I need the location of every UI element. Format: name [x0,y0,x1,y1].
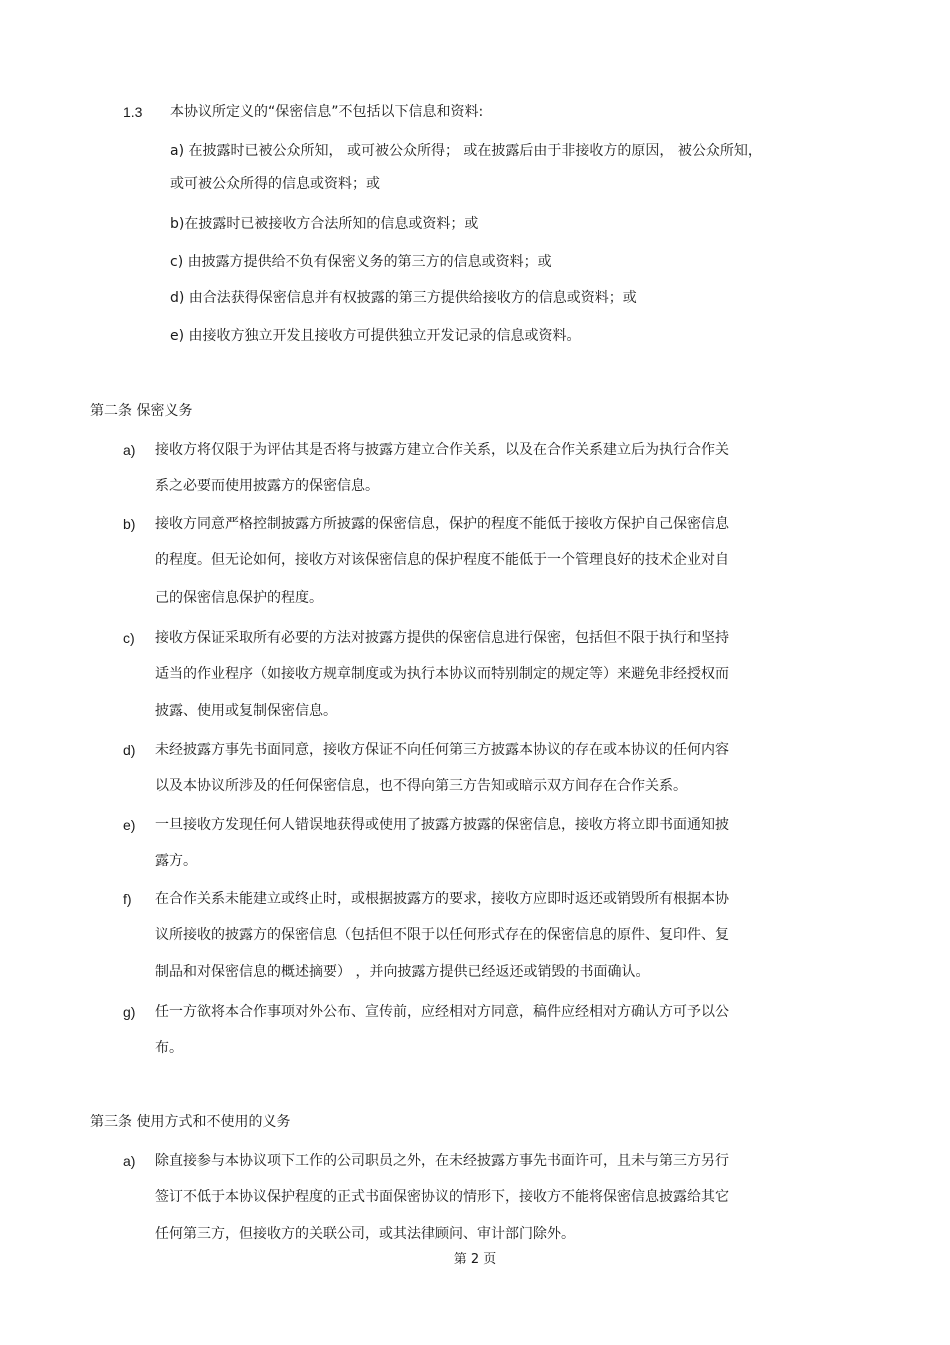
item-label: a) [123,1153,136,1169]
list-item-line: c) 由披露方提供给不负有保密义务的第三方的信息或资料；或 [170,254,552,270]
article-heading: 第二条 保密义务 [90,403,193,419]
item-line: 接收方将仅限于为评估其是否将与披露方建立合作关系，以及在合作关系建立后为执行合作关 [155,442,729,458]
item-label: f) [123,891,132,907]
item-line: 适当的作业程序（如接收方规章制度或为执行本协议而特别制定的规定等）来避免非经授权而 [155,666,729,682]
item-line: 布。 [155,1040,183,1056]
list-item-line: d) 由合法获得保密信息并有权披露的第三方提供给接收方的信息或资料；或 [170,290,637,306]
item-line: 披露、使用或复制保密信息。 [155,703,337,719]
item-line: 的程度。但无论如何，接收方对该保密信息的保护程度不能低于一个管理良好的技术企业对自 [155,552,729,568]
item-line: 接收方保证采取所有必要的方法对披露方提供的保密信息进行保密，包括但不限于执行和坚持 [155,630,729,646]
item-line: 除直接参与本协议项下工作的公司职员之外，在未经披露方事先书面许可，且未与第三方另行 [155,1153,729,1169]
item-label: b) [123,516,136,532]
item-line: 未经披露方事先书面同意，接收方保证不向任何第三方披露本协议的存在或本协议的任何内容 [155,742,729,758]
item-line: 以及本协议所涉及的任何保密信息，也不得向第三方告知或暗示双方间存在合作关系。 [155,778,687,794]
item-line: 己的保密信息保护的程度。 [155,590,323,606]
item-line: 任何第三方，但接收方的关联公司，或其法律顾问、审计部门除外。 [155,1226,575,1242]
item-label: g) [123,1004,136,1020]
item-line: 在合作关系未能建立或终止时，或根据披露方的要求，接收方应即时返还或销毁所有根据本协 [155,891,729,907]
item-label: e) [123,817,136,833]
item-line: 议所接收的披露方的保密信息（包括但不限于以任何形式存在的保密信息的原件、复印件、复 [155,927,729,943]
item-label: c) [123,630,135,646]
list-item-line: 或可被公众所得的信息或资料；或 [170,176,380,192]
item-line: 系之必要而使用披露方的保密信息。 [155,478,379,494]
clause-number: 1.3 [123,104,143,120]
item-line: 接收方同意严格控制披露方所披露的保密信息，保护的程度不能低于接收方保护自己保密信息 [155,516,729,532]
item-line: 一旦接收方发现任何人错误地获得或使用了披露方披露的保密信息，接收方将立即书面通知披 [155,817,729,833]
item-line: 制品和对保密信息的概述摘要） ，并向披露方提供已经返还或销毁的书面确认。 [155,964,650,980]
item-line: 签订不低于本协议保护程度的正式书面保密协议的情形下，接收方不能将保密信息披露给其它 [155,1189,729,1205]
list-item-line: a) 在披露时已被公众所知， 或可被公众所得； 或在披露后由于非接收方的原因， 被公众所知， [170,143,762,159]
item-line: 露方。 [155,853,197,869]
list-item-line: e) 由接收方独立开发且接收方可提供独立开发记录的信息或资料。 [170,328,581,344]
page-number: 第 2 页 [453,1252,497,1267]
article-heading: 第三条 使用方式和不使用的义务 [90,1114,291,1130]
list-item-line: b)在披露时已被接收方合法所知的信息或资料；或 [170,216,479,232]
clause-title: 本协议所定义的“保密信息”不包括以下信息和资料: [170,104,484,120]
item-label: a) [123,442,136,458]
item-label: d) [123,742,136,758]
item-line: 任一方欲将本合作事项对外公布、宣传前，应经相对方同意，稿件应经相对方确认方可予以公 [155,1004,729,1020]
